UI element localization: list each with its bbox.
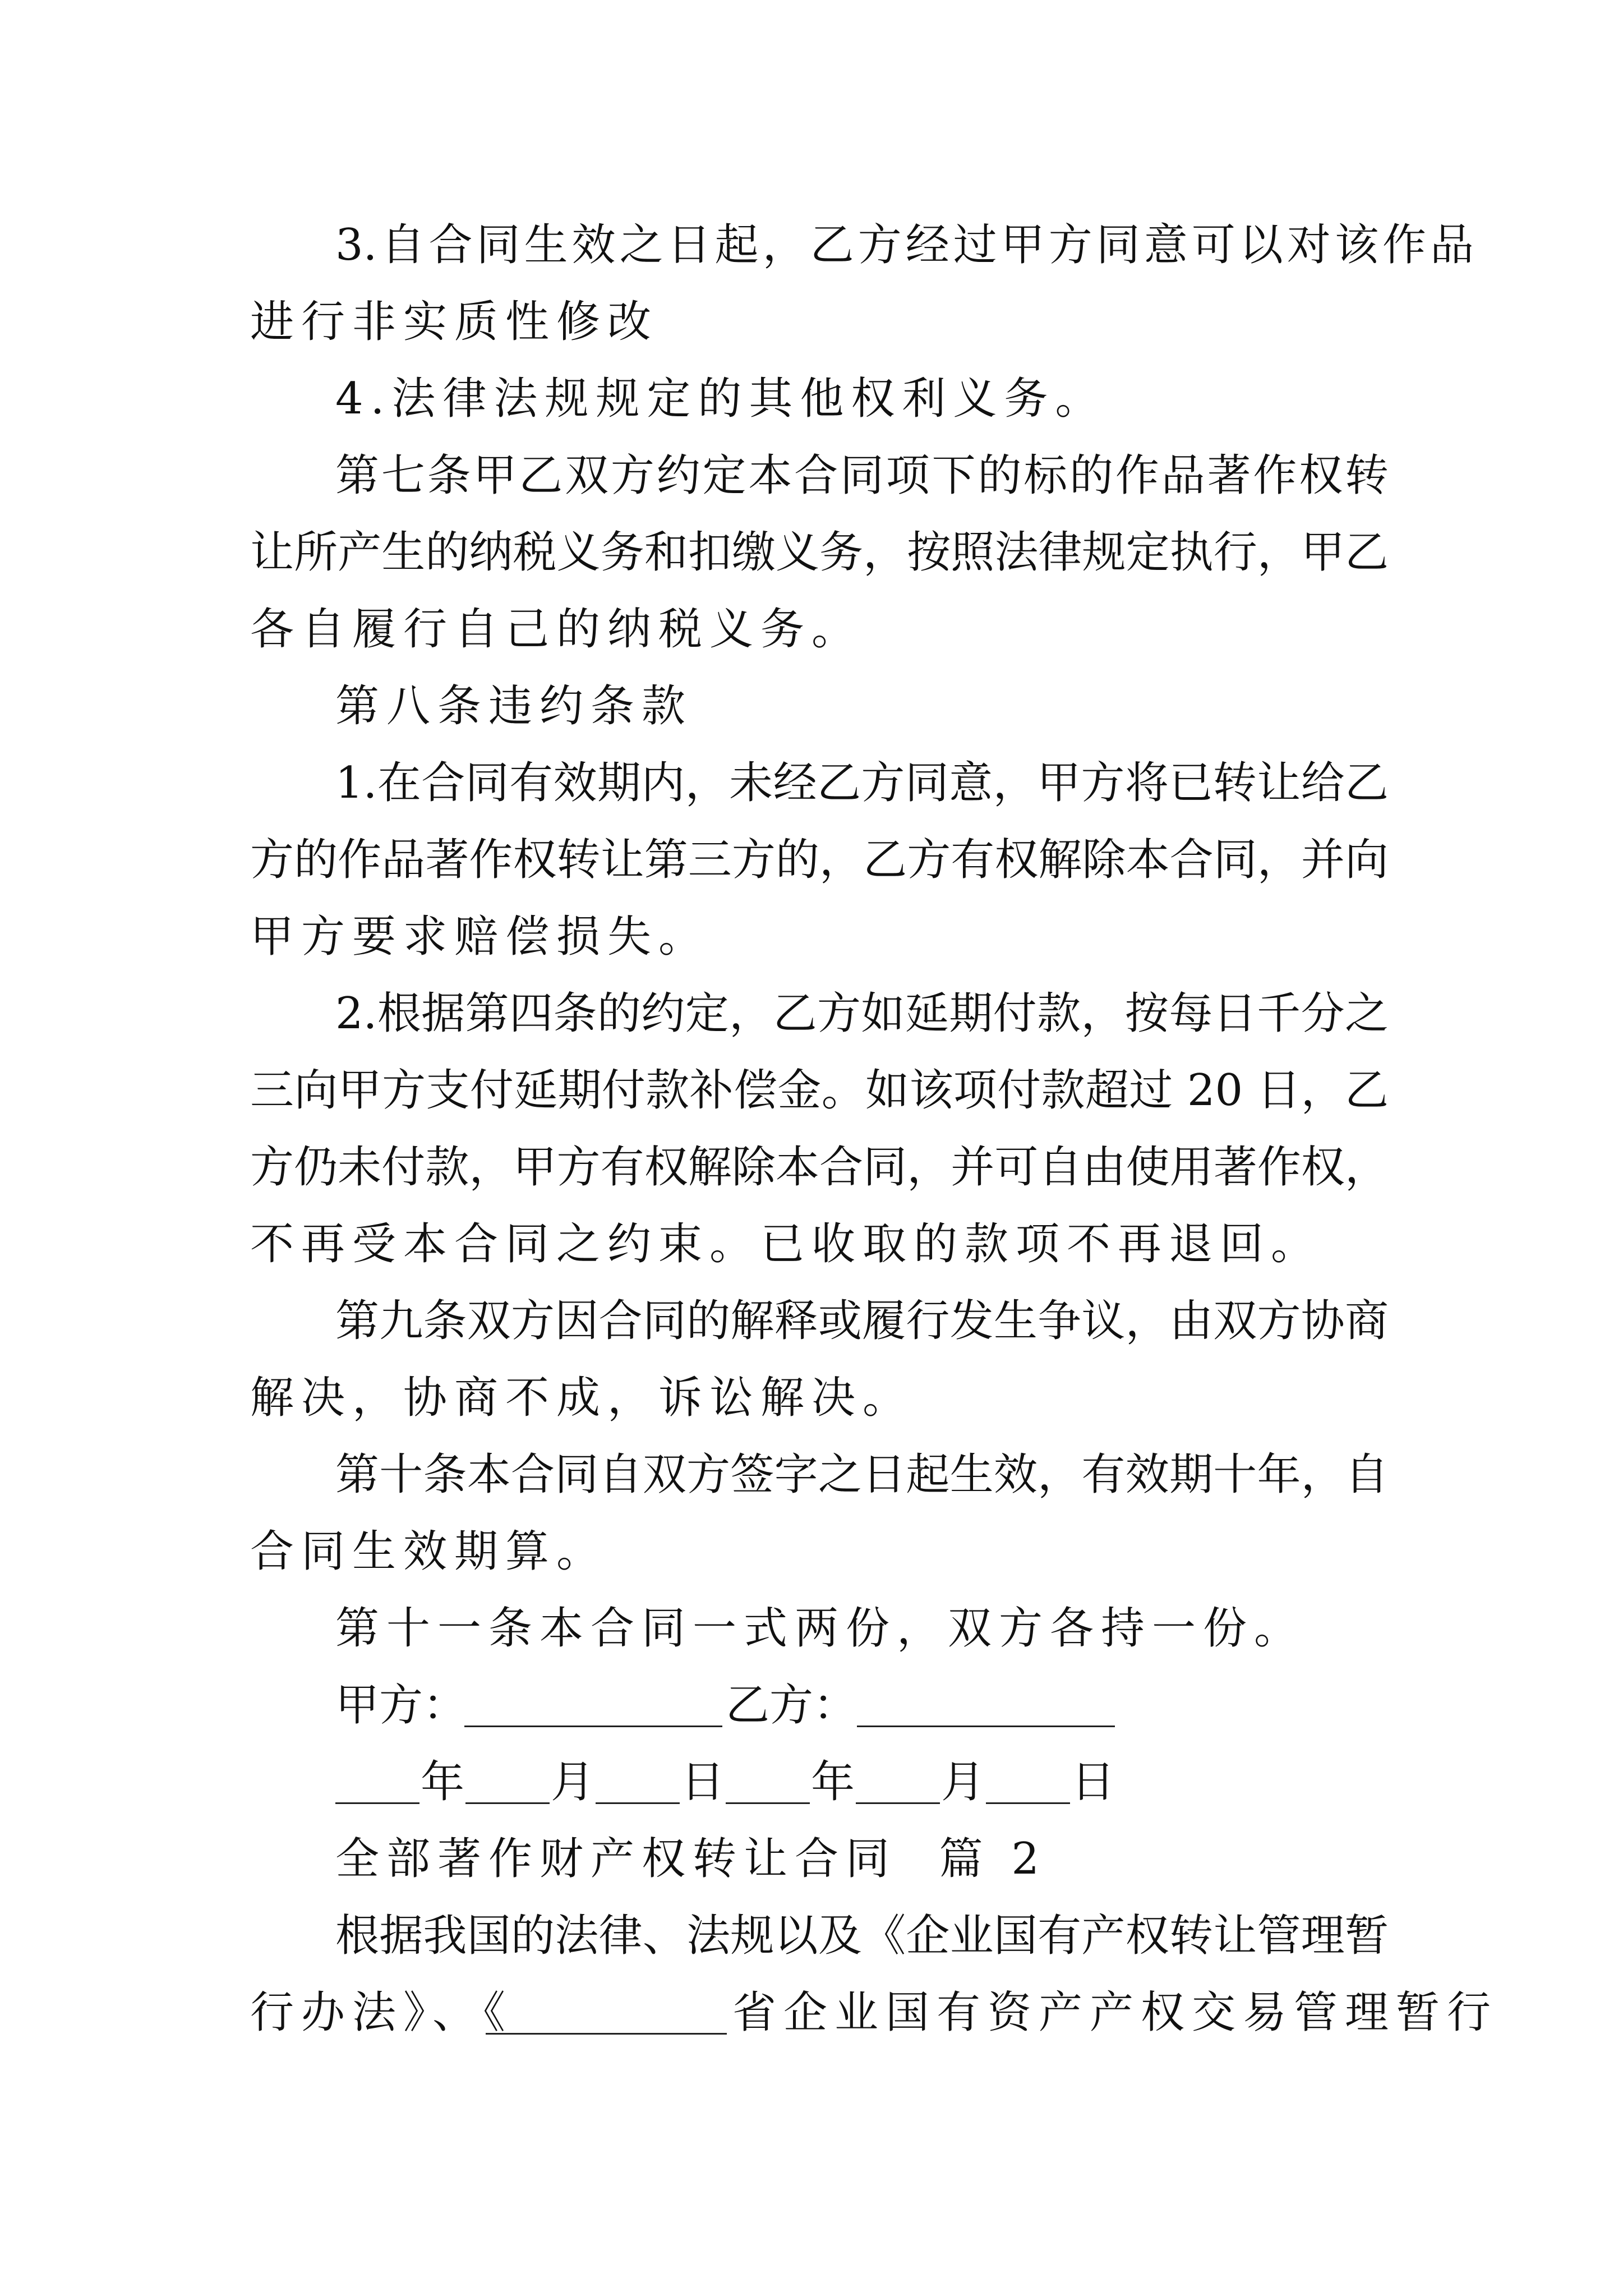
month-label: 月 xyxy=(551,1757,595,1807)
text-line: 1.在合同有效期内，未经乙方同意，甲方将已转让给乙 xyxy=(335,758,1389,808)
text-line: 第十一条本合同一式两份，双方各持一份。 xyxy=(335,1603,1306,1654)
day-blank xyxy=(596,1802,680,1804)
text-line: 不再受本合同之约束。已收取的款项不再退回。 xyxy=(250,1219,1322,1269)
text-line: 甲方要求赔偿损失。 xyxy=(250,912,710,962)
party-a-blank xyxy=(464,1726,722,1727)
text-line: 解决，协商不成，诉讼解决。 xyxy=(250,1373,914,1423)
party-a-label: 甲方： xyxy=(335,1680,467,1731)
text-line: 第八条违约条款 xyxy=(335,681,693,731)
day-blank xyxy=(986,1802,1070,1804)
year-label: 年 xyxy=(421,1757,465,1807)
text-line: 4.法律法规规定的其他权利义务。 xyxy=(335,374,1106,424)
text-segment: 省企业国有资产产权交易管理暂行 xyxy=(732,1987,1498,2038)
text-line: 第十条本合同自双方签字之日起生效，有效期十年，自 xyxy=(335,1450,1389,1500)
text-line: 进行非实质性修改 xyxy=(250,297,659,347)
text-line: 第七条甲乙双方约定本合同项下的标的作品著作权转 xyxy=(335,450,1389,501)
section-heading: 全部著作财产权转让合同 篇 2 xyxy=(335,1834,1047,1884)
text-line: 让所产生的纳税义务和扣缴义务，按照法律规定执行，甲乙 xyxy=(250,527,1389,578)
year-blank xyxy=(726,1802,810,1804)
province-blank xyxy=(486,2033,727,2035)
date-row xyxy=(335,1743,1121,1821)
text-line: 三向甲方支付延期付款补偿金。如该项付款超过 20 日，乙 xyxy=(250,1065,1389,1116)
text-segment: 行办法》、《 xyxy=(250,1987,513,2038)
month-label: 月 xyxy=(941,1757,985,1807)
party-b-blank xyxy=(857,1726,1115,1727)
month-blank xyxy=(856,1802,940,1804)
year-label: 年 xyxy=(811,1757,855,1807)
text-line: 方仍未付款，甲方有权解除本合同，并可自由使用著作权， xyxy=(250,1142,1389,1193)
text-line: 第九条双方因合同的解释或履行发生争议，由双方协商 xyxy=(335,1296,1389,1346)
text-line: 各自履行自己的纳税义务。 xyxy=(250,604,863,655)
text-line: 合同生效期算。 xyxy=(250,1526,608,1577)
party-b-label: 乙方： xyxy=(726,1680,857,1731)
day-label: 日 xyxy=(1071,1757,1115,1807)
day-label: 日 xyxy=(681,1757,725,1807)
month-blank xyxy=(465,1802,550,1804)
year-blank xyxy=(335,1802,419,1804)
text-line: 3.自合同生效之日起，乙方经过甲方同意可以对该作品 xyxy=(335,220,1474,270)
signature-row xyxy=(335,1666,1121,1745)
text-line: 根据我国的法律、法规以及《企业国有产权转让管理暂 xyxy=(335,1911,1389,1961)
text-line: 2.根据第四条的约定，乙方如延期付款，按每日千分之 xyxy=(335,988,1389,1039)
text-line: 方的作品著作权转让第三方的，乙方有权解除本合同，并向 xyxy=(250,835,1389,885)
text-line-with-blank xyxy=(250,1973,1498,2052)
